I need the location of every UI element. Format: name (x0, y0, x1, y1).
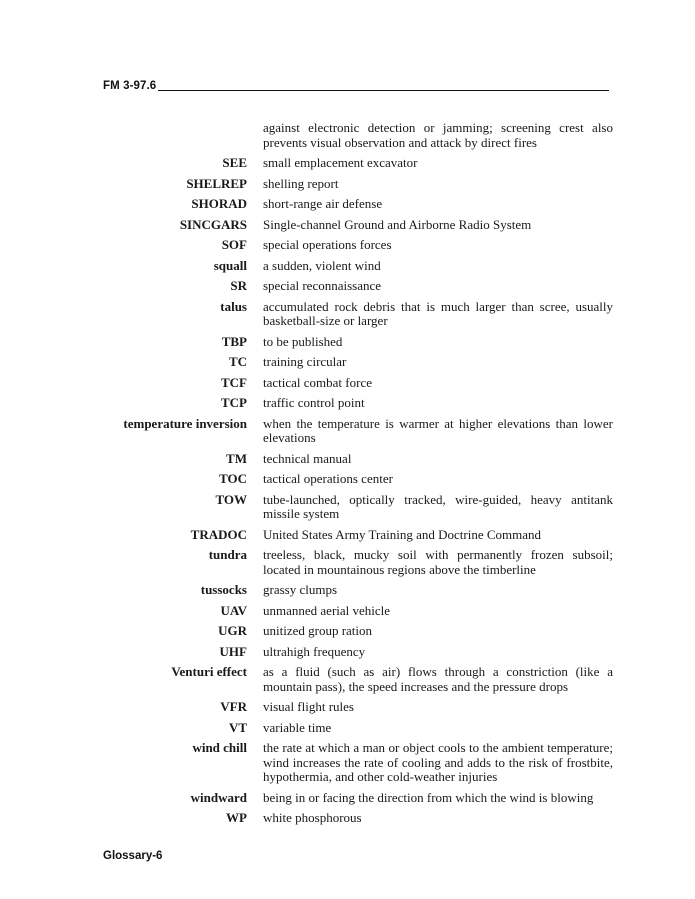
glossary-term: TOC (219, 471, 247, 486)
glossary-entry (85, 218, 613, 233)
glossary-entry (85, 493, 613, 522)
glossary-definition: to be published (263, 333, 343, 349)
glossary-definition: visual flight rules (263, 699, 354, 714)
glossary-term: SR (230, 278, 247, 293)
glossary-entry (85, 335, 613, 350)
glossary-term: TCP (221, 395, 247, 410)
glossary-term: windward (190, 789, 247, 805)
glossary-definition: shelling report (263, 175, 339, 191)
glossary-entry (85, 645, 613, 660)
glossary-definition: grassy clumps (263, 582, 338, 597)
glossary-term: VT (228, 719, 247, 735)
page-header (103, 80, 609, 92)
glossary-term: temperature inversion (123, 415, 247, 431)
glossary-entry (85, 624, 613, 639)
glossary-definition: traffic control point (263, 395, 365, 410)
glossary-definition: accumulated rock debris that is much larger than scree, usually basketball-size or larger (263, 298, 613, 328)
glossary-entry (85, 604, 613, 619)
glossary-entry (85, 376, 613, 391)
glossary-term: UGR (218, 623, 247, 638)
glossary-term: TCF (221, 374, 247, 390)
glossary-definition: a sudden, violent wind (263, 257, 381, 273)
glossary-entry (85, 396, 613, 411)
glossary-entry (85, 721, 613, 736)
glossary-definition: when the temperature is warmer at higher elevations than lower elevations (263, 415, 613, 445)
page-footer: Glossary-6 (103, 850, 163, 862)
glossary-term: SINCGARS (179, 216, 247, 232)
glossary-entry (85, 177, 613, 192)
glossary-definition: variable time (263, 719, 332, 735)
glossary-entry (85, 548, 613, 577)
glossary-term: tussocks (200, 582, 247, 597)
glossary-definition: treeless, black, mucky soil with permanently frozen subsoil; located in mountainous regions above the timberline (263, 547, 613, 577)
glossary-entry (85, 121, 613, 150)
glossary-term: SEE (222, 155, 247, 170)
glossary-term: TOW (215, 491, 247, 507)
glossary-entry (85, 259, 613, 274)
glossary-term: VFR (220, 699, 247, 714)
glossary-term: SOF (221, 237, 247, 252)
glossary-entry (85, 472, 613, 487)
glossary-definition: white phosphorous (263, 810, 362, 825)
glossary-definition: unitized group ration (263, 623, 373, 638)
glossary-definition: Single-channel Ground and Airborne Radio System (263, 216, 532, 232)
glossary-entry (85, 197, 613, 212)
glossary-term: wind chill (192, 740, 247, 755)
glossary-term: TM (226, 450, 247, 466)
glossary-entry (85, 811, 613, 826)
glossary-definition: ultrahigh frequency (263, 643, 366, 659)
glossary-term (85, 121, 247, 150)
glossary-entry (85, 279, 613, 294)
glossary-definition: special operations forces (263, 237, 392, 252)
glossary-definition: tactical combat force (263, 374, 372, 390)
glossary-term: UHF (219, 643, 247, 659)
glossary-entry (85, 791, 613, 806)
glossary-entry (85, 238, 613, 253)
header-rule (158, 90, 609, 91)
glossary-definition: tactical operations center (263, 471, 393, 486)
glossary-list (85, 121, 613, 832)
glossary-definition: being in or facing the direction from which the wind is blowing (263, 789, 594, 805)
glossary-entry (85, 583, 613, 598)
glossary-entry (85, 300, 613, 329)
glossary-term: tundra (208, 547, 247, 562)
glossary-entry (85, 355, 613, 370)
glossary-definition: against electronic detection or jamming; screening crest also prevents visual observation and attack by direct fires (263, 120, 613, 150)
glossary-entry (85, 452, 613, 467)
glossary-definition: tube-launched, optically tracked, wire-guided, heavy antitank missile system (263, 491, 613, 521)
glossary-definition: the rate at which a man or object cools to the ambient temperature; wind increases the rate of cooling and adds to the risk of frostbite, hypothermia, and other cold-weather injuries (263, 740, 613, 784)
glossary-term: UAV (220, 602, 247, 618)
glossary-definition: special reconnaissance (263, 278, 382, 293)
glossary-definition: short-range air defense (263, 196, 383, 211)
glossary-term: SHELREP (186, 175, 247, 191)
glossary-term: squall (213, 257, 247, 273)
glossary-term: TRADOC (190, 526, 247, 542)
glossary-definition: technical manual (263, 450, 352, 466)
header-doc-number: FM 3-97.6 (103, 80, 157, 92)
glossary-definition: as a fluid (such as air) flows through a constriction (like a mountain pass), the speed increases and the pressure drops (263, 664, 613, 694)
glossary-entry (85, 700, 613, 715)
glossary-definition: unmanned aerial vehicle (263, 602, 391, 618)
glossary-entry (85, 156, 613, 171)
glossary-term: Venturi effect (171, 664, 247, 679)
glossary-term: WP (226, 810, 247, 825)
glossary-definition: small emplacement excavator (263, 155, 418, 170)
glossary-term: TBP (221, 333, 247, 349)
glossary-term: SHORAD (191, 196, 247, 211)
glossary-term: TC (228, 354, 247, 369)
glossary-entry (85, 665, 613, 694)
glossary-term: talus (220, 298, 247, 314)
glossary-entry (85, 741, 613, 785)
glossary-definition: training circular (263, 354, 347, 369)
glossary-definition: United States Army Training and Doctrine Command (263, 526, 542, 542)
glossary-entry (85, 417, 613, 446)
glossary-entry (85, 528, 613, 543)
